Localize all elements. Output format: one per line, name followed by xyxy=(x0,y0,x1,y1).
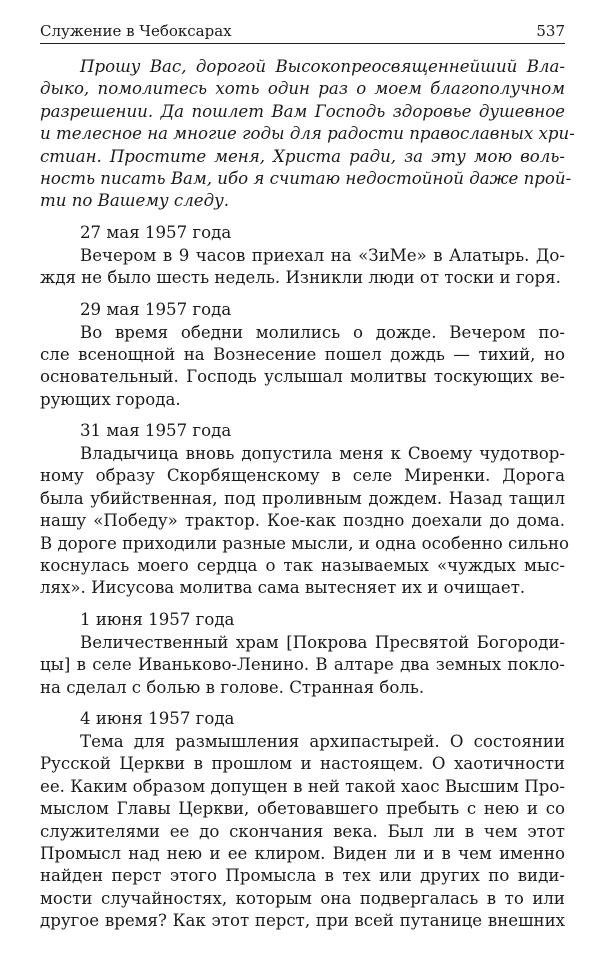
text-line: найден перст этого Промысла в тех или других по види- xyxy=(40,866,565,886)
text-line: основательный. Господь услышал молитвы тоскующих ве- xyxy=(40,367,565,387)
entry-paragraph xyxy=(40,245,565,290)
entry-date: 1 июня 1957 года xyxy=(80,609,235,629)
entry-paragraph xyxy=(40,443,570,600)
entry-date: 27 мая 1957 года xyxy=(80,222,232,242)
entry-paragraph xyxy=(40,632,565,699)
text-line: была убийственная, под проливным дождем. Назад тащил xyxy=(40,488,565,508)
entry-date: 29 мая 1957 года xyxy=(80,299,232,319)
entry-paragraph xyxy=(40,731,565,933)
diary-entry xyxy=(40,419,570,600)
page-number: 537 xyxy=(536,22,565,40)
diary-entry xyxy=(40,221,565,290)
text-line: Прошу Вас, дорогой Высокопреосвященнейший Вла- xyxy=(80,57,565,76)
diary-entry xyxy=(40,707,565,933)
text-line: Владычица вновь допустила меня к Своему чудотвор- xyxy=(80,444,565,464)
entry-paragraph xyxy=(40,322,565,412)
text-line: Промысл над нею и ее клиром. Виден ли и в чем именно xyxy=(40,843,565,863)
text-line: Вечером в 9 часов приехал на «ЗиМе» в Алатырь. До- xyxy=(80,245,565,265)
text-line: разрешении. Да пошлет Вам Господь здоровье душевное xyxy=(40,101,565,121)
text-line: сле всенощной на Вознесение пошел дождь — тихий, но xyxy=(40,344,565,364)
text-line: ждя не было шесть недель. Изникли люди от тоски и горя. xyxy=(40,268,561,288)
text-line: Во время обедни молились о дожде. Вечером по- xyxy=(80,322,565,342)
text-line: Тема для размышления архипастырей. О состоянии xyxy=(80,731,565,751)
text-line: лях». Иисусова молитва сама вытесняет их и очищает. xyxy=(40,578,526,598)
text-line: ти по Вашему следу. xyxy=(40,191,230,211)
page-body xyxy=(40,56,575,933)
text-line: дыко, помолитесь хоть один раз о моем благополучном xyxy=(40,79,565,99)
letter-paragraph xyxy=(40,56,575,213)
text-line: ность писать Вам, ибо я считаю недостойной даже прой- xyxy=(40,168,572,188)
text-line: мыслом Главы Церкви, обетовавшего пребыть с нею и со xyxy=(40,799,565,819)
text-line: служителями ее до скончания века. Был ли в чем этот xyxy=(40,821,565,841)
text-line: Величественный храм [Покрова Пресвятой Богороди- xyxy=(80,632,565,652)
text-line: нашу «Победу» трактор. Кое-как поздно доехали до дома. xyxy=(40,511,565,531)
text-line: и телесное на многие годы для радости православных хри- xyxy=(40,124,575,144)
diary-entry xyxy=(40,608,565,699)
text-line: рующих города. xyxy=(40,389,181,409)
text-line: цы] в селе Иваньково-Ленино. В алтаре два земных покло- xyxy=(40,655,565,675)
text-line: В дороге приходили разные мысли, и одна особенно сильно xyxy=(40,533,570,553)
text-line: Русской Церкви в прошлом и настоящем. О хаотичности xyxy=(40,754,565,774)
text-line: другое время? Как этот перст, при всей путанице внешних xyxy=(40,911,565,931)
entry-date: 31 мая 1957 года xyxy=(80,421,232,441)
text-line: стиан. Простите меня, Христа ради, за эту мою воль- xyxy=(40,146,565,166)
text-line: на сделал с болью в голове. Странная боль. xyxy=(40,677,425,697)
running-title: Служение в Чебоксарах xyxy=(40,22,232,40)
text-line: мости случайностях, которым она подвергалась в то или xyxy=(40,888,565,908)
diary-entry xyxy=(40,298,565,412)
running-header xyxy=(40,20,565,44)
entry-date: 4 июня 1957 года xyxy=(80,708,235,728)
text-line: ее. Каким образом допущен в ней такой хаос Высшим Про- xyxy=(40,776,565,796)
text-line: ному образу Скорбященскому в селе Миренки. Дорога xyxy=(40,466,565,486)
text-line: коснулась моего сердца о так называемых «чуждых мыс- xyxy=(40,556,565,576)
